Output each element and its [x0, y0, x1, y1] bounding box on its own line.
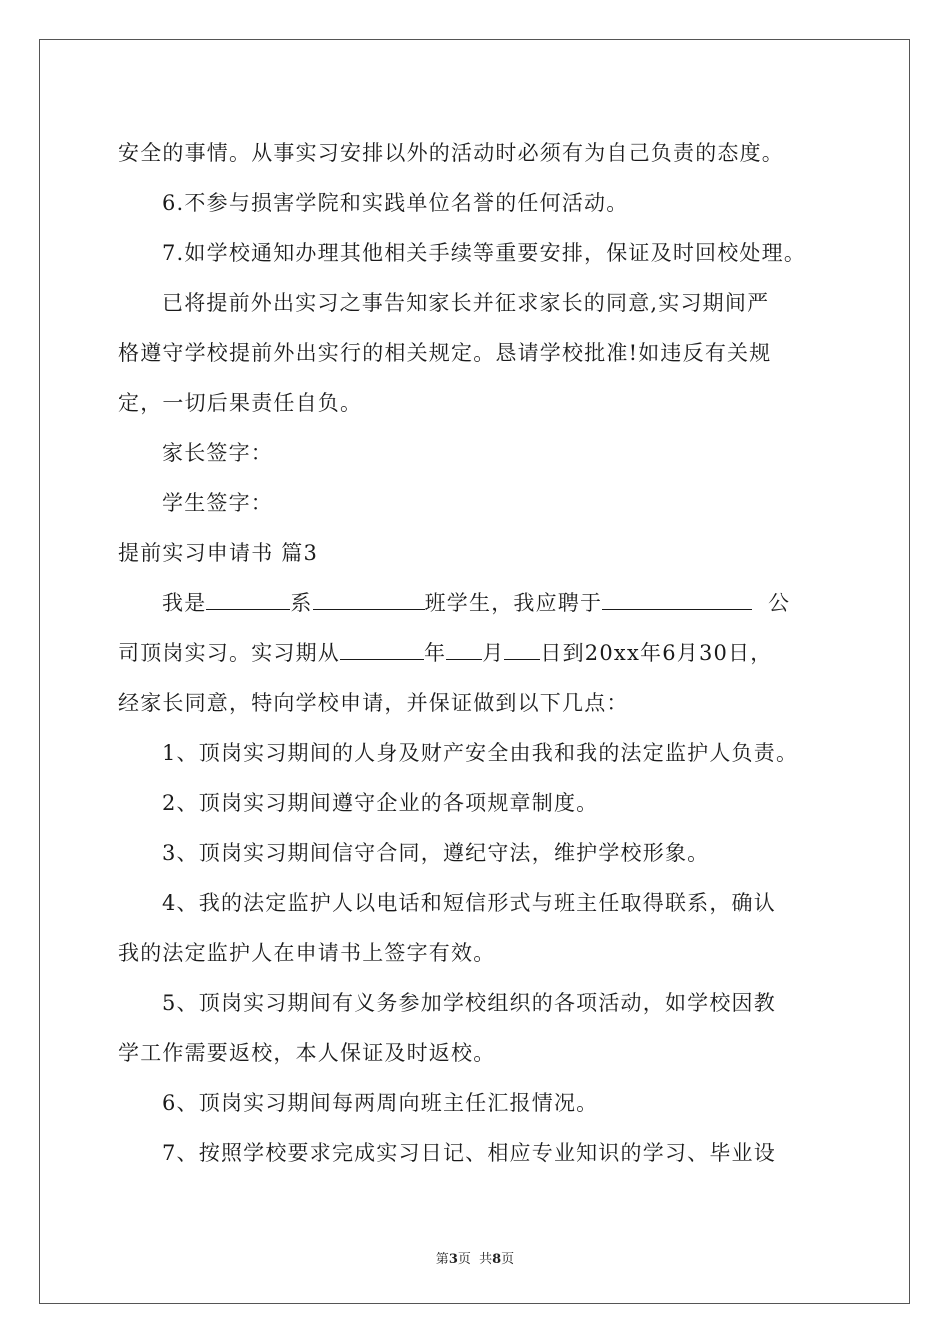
page-number: 3 [448, 1252, 458, 1267]
department-blank [206, 589, 290, 610]
footer-text: 第 [435, 1252, 449, 1267]
list-item: 4、我的法定监护人以电话和短信形式与班主任取得联系，确认 [162, 891, 776, 915]
list-item: 2、顶岗实习期间遵守企业的各项规章制度。 [162, 791, 599, 815]
list-item: 1、顶岗实习期间的人身及财产安全由我和我的法定监护人负责。 [162, 741, 799, 765]
form-text: 日到20xx年6月30日， [540, 641, 773, 665]
form-line-1 [118, 578, 838, 628]
total-pages: 8 [492, 1252, 502, 1267]
class-blank [313, 589, 425, 610]
document-body [118, 128, 838, 1178]
paragraph-line: 6.不参与损害学院和实践单位名誉的任何活动。 [162, 191, 629, 215]
section-heading: 提前实习申请书 篇3 [118, 541, 319, 565]
form-text: 月 [482, 641, 505, 665]
parent-signature-label: 家长签字： [162, 441, 273, 465]
list-item-continuation: 学工作需要返校，本人保证及时返校。 [118, 1041, 496, 1065]
page-footer [0, 1248, 950, 1267]
form-line-2 [118, 628, 838, 678]
list-item: 6、顶岗实习期间每两周向班主任汇报情况。 [162, 1091, 599, 1115]
list-item: 3、顶岗实习期间信守合同，遵纪守法，维护学校形象。 [162, 841, 710, 865]
form-text: 班学生，我应聘于 [424, 591, 603, 615]
year-blank [340, 639, 424, 660]
day-blank [504, 639, 540, 660]
list-item: 5、顶岗实习期间有义务参加学校组织的各项活动，如学校因教 [162, 991, 776, 1015]
paragraph-line: 定，一切后果责任自负。 [118, 391, 363, 415]
footer-text: 页 [501, 1252, 515, 1267]
paragraph-line: 已将提前外出实习之事告知家长并征求家长的同意,实习期间严 [162, 291, 770, 315]
form-text: 司顶岗实习。实习期从 [118, 641, 340, 665]
paragraph-line: 经家长同意，特向学校申请，并保证做到以下几点： [118, 691, 629, 715]
list-item-continuation: 我的法定监护人在申请书上签字有效。 [118, 941, 496, 965]
form-text: 公 [767, 591, 791, 615]
footer-text: 页 共 [457, 1252, 493, 1267]
form-text: 系 [290, 591, 313, 615]
month-blank [446, 639, 482, 660]
paragraph-line: 格遵守学校提前外出实行的相关规定。恳请学校批准!如违反有关规 [118, 341, 772, 365]
form-text: 我是 [162, 591, 207, 615]
student-signature-label: 学生签字： [162, 491, 273, 515]
paragraph-line: 安全的事情。从事实习安排以外的活动时必须有为自己负责的态度。 [118, 141, 784, 165]
company-blank [602, 589, 752, 610]
list-item: 7、按照学校要求完成实习日记、相应专业知识的学习、毕业设 [162, 1141, 776, 1165]
form-text: 年 [424, 641, 447, 665]
paragraph-line: 7.如学校通知办理其他相关手续等重要安排，保证及时回校处理。 [162, 241, 807, 265]
